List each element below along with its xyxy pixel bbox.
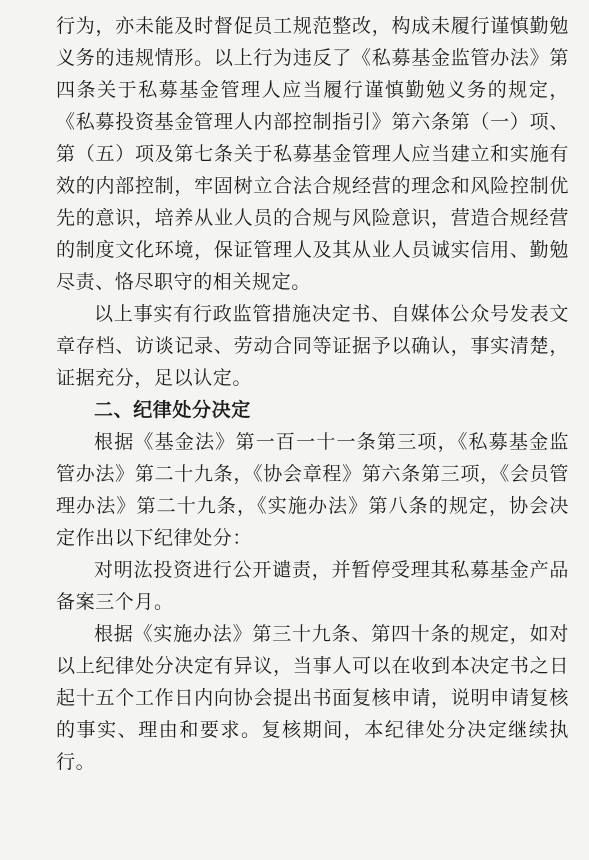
paragraph-penalty: 对明汯投资进行公开谴责，并暂停受理其私募基金产品备案三个月。 <box>56 559 569 613</box>
document-body <box>56 10 569 778</box>
paragraph-legal-basis: 根据《基金法》第一百一十一条第三项，《私募基金监管办法》第二十九条，《协会章程》第六条第三项，《会员管理办法》第二十九条，《实施办法》第八条的规定，协会决定作出以下纪律处分： <box>56 431 569 549</box>
paragraph-review-rights: 根据《实施办法》第三十九条、第四十条的规定，如对以上纪律处分决定有异议，当事人可以在收到本决定书之日起十五个工作日内向协会提出书面复核申请，说明申请复核的事实、理由和要求。复核期间，本纪律处分决定继续执行。 <box>56 623 569 773</box>
paragraph-evidence: 以上事实有行政监管措施决定书、自媒体公众号发表文章存档、访谈记录、劳动合同等证据予以确认，事实清楚，证据充分，足以认定。 <box>56 303 569 389</box>
section-heading-disciplinary-decision: 二、纪律处分决定 <box>94 399 251 421</box>
paragraph-violation-description: 行为，亦未能及时督促员工规范整改，构成未履行谨慎勤勉义务的违规情形。以上行为违反了《私募基金监管办法》第四条关于私募基金管理人应当履行谨慎勤勉义务的规定，《私募投资基金管理人内部控制指引》第六条第（一）项、第（五）项及第七条关于私募基金管理人应当建立和实施有效的内部控制，牢固树立合法合规经营的理念和风险控制优先的意识，培养从业人员的合规与风险意识，营造合规经营的制度文化环境，保证管理人及其从业人员诚实信用、勤勉尽责、恪尽职守的相关规定。 <box>56 15 569 293</box>
